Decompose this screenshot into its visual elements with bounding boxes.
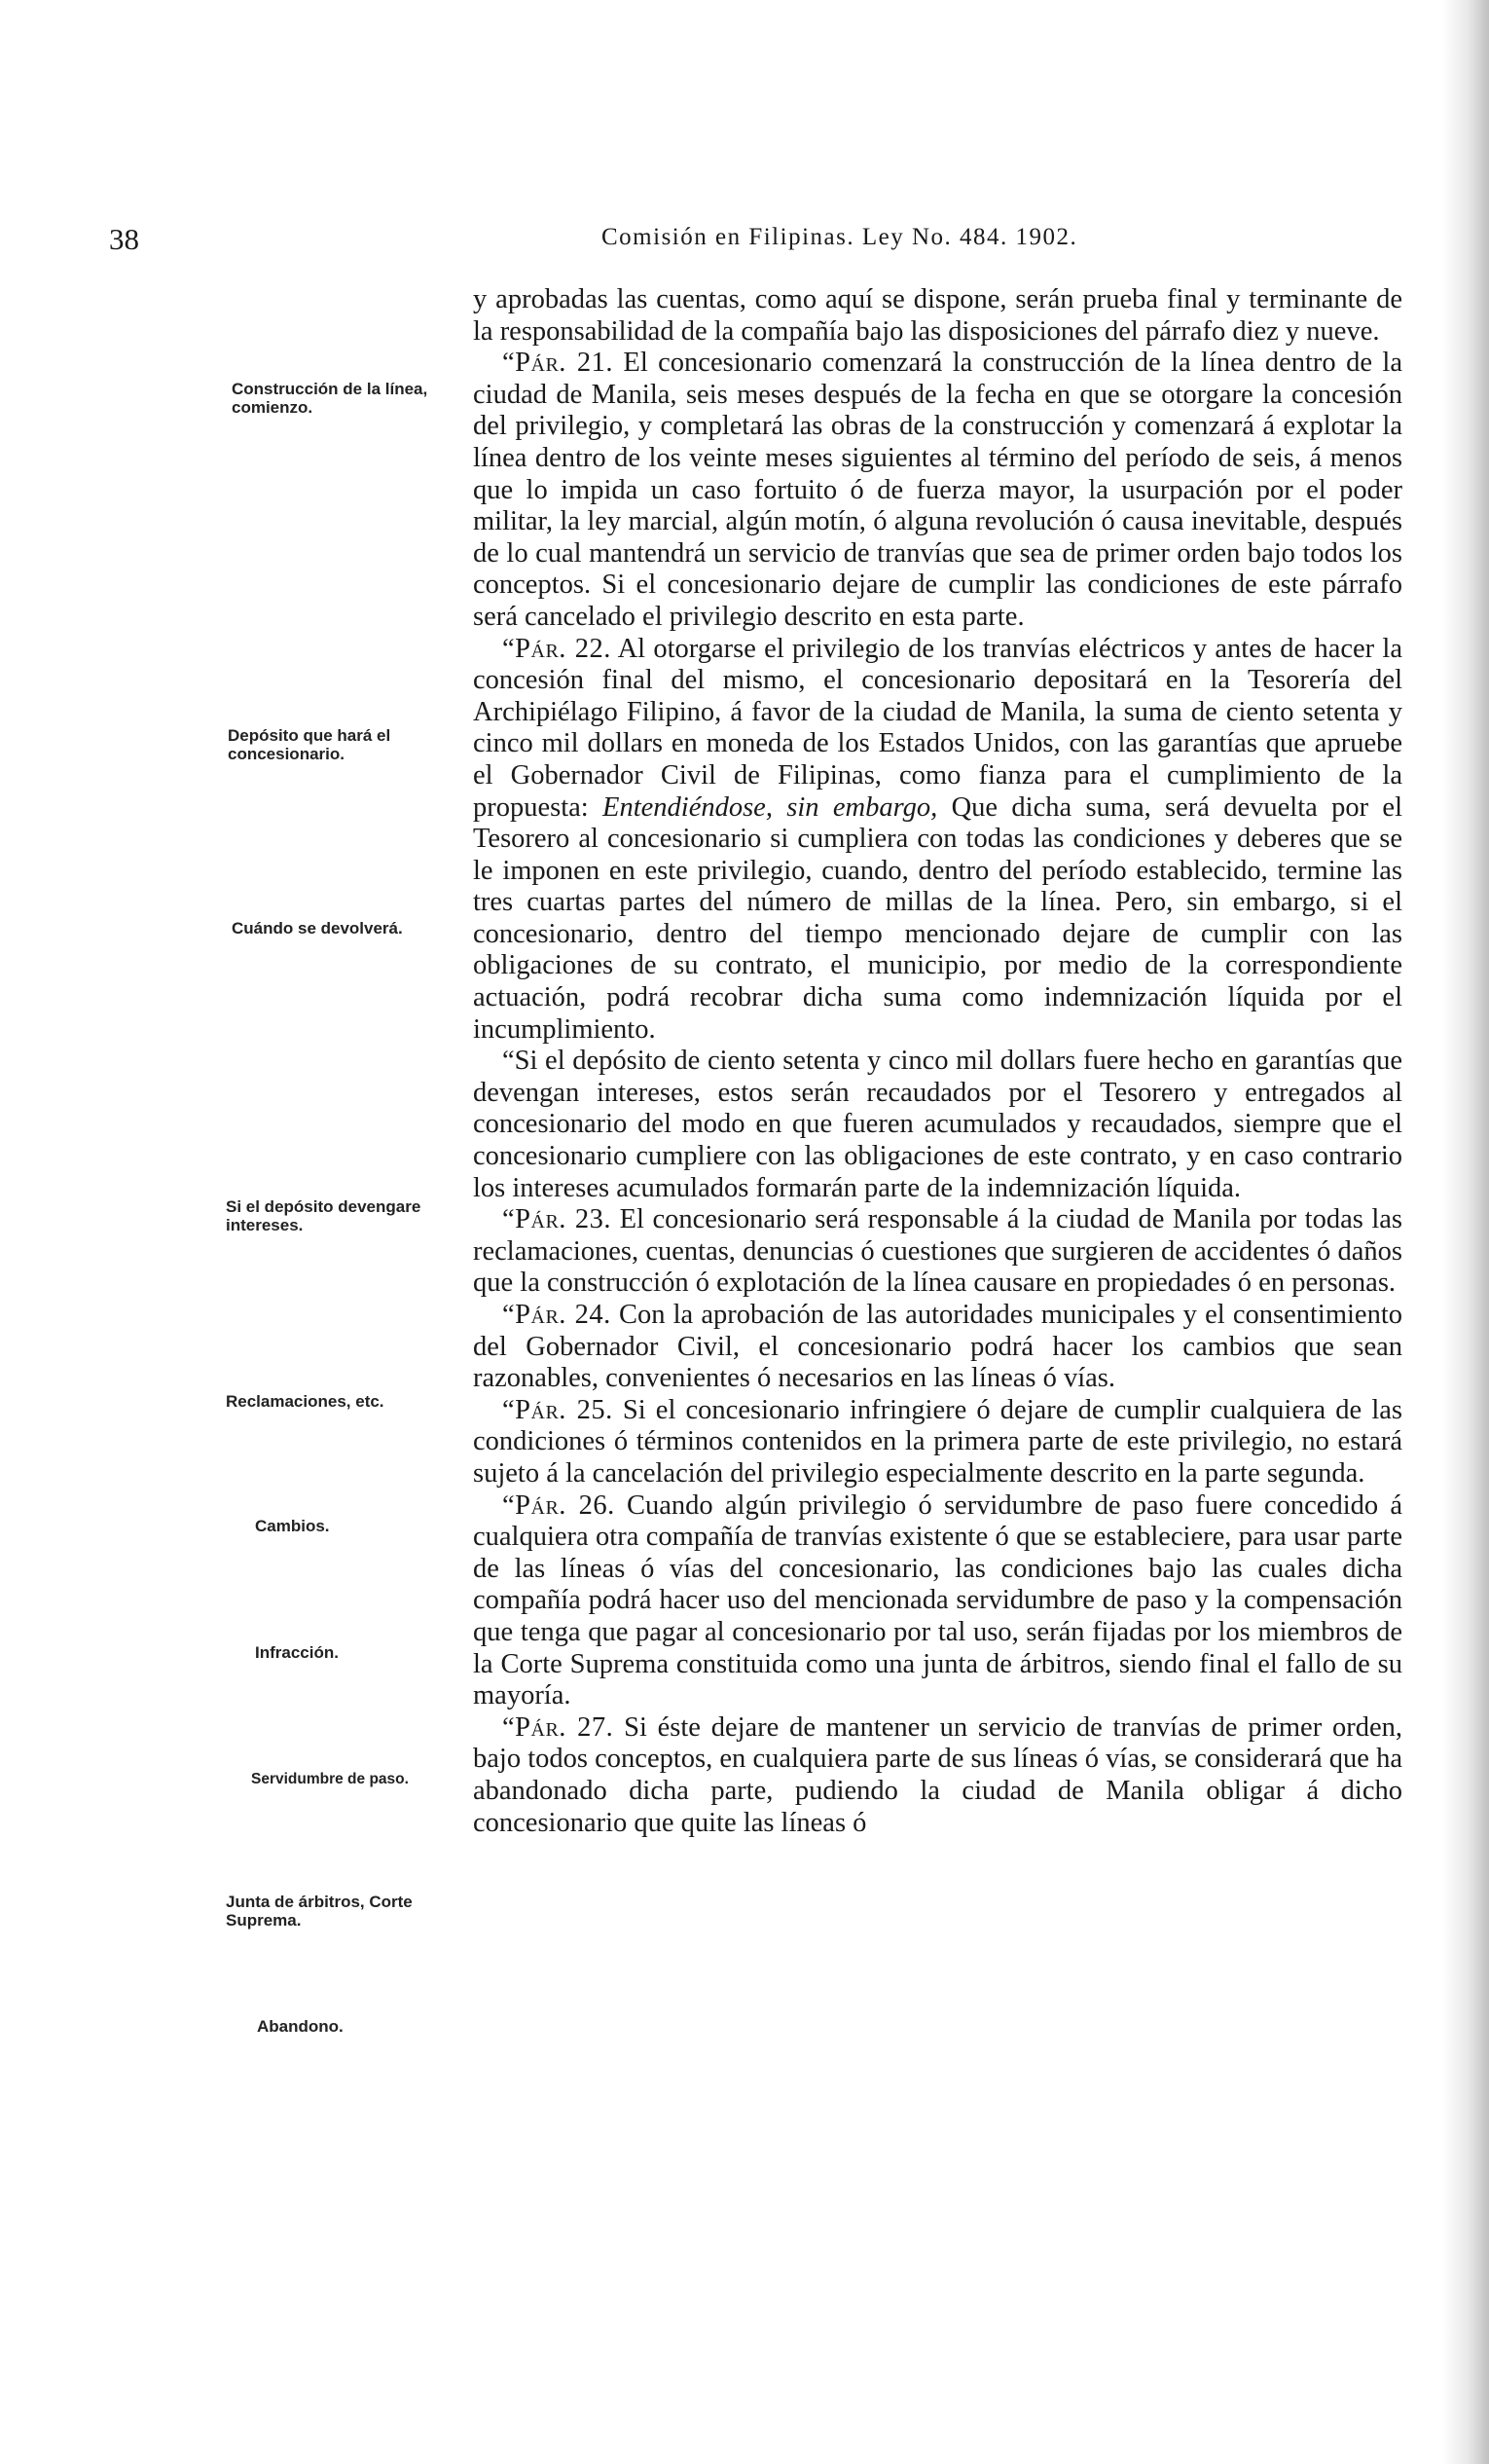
paragraph-label: “Pár. 25.	[502, 1394, 613, 1425]
paragraph-emphasis: Entendiéndose, sin embargo,	[602, 791, 938, 823]
paragraph-text: Con la aprobación de las autoridades municipales y el consentimiento del Gobernador Civil, el concesionario podrá hacer los cambios que sean razonables, convenientes ó necesarios en las líneas ó vías.	[473, 1300, 1402, 1394]
paragraph-23	[473, 1204, 1402, 1300]
scan-edge-shadow	[1442, 0, 1489, 2464]
margin-note-junta-arbitros: Junta de árbitros, Corte Suprema.	[226, 1893, 413, 1930]
paragraph-text: Al otorgarse el privilegio de los tranvías eléctricos y antes de hacer la concesión final del mismo, el concesionario depositará en la Tesorería del Archipiélago Filipino, á favor de la ciudad de Manila, la suma de ciento setenta y cinco mil dollars en moneda de los Estados Unidos, con las garantías que apruebe el Gobernador Civil de Filipinas, como fianza para el cumplimiento de la propuesta:	[473, 633, 1402, 823]
body-text	[473, 284, 1402, 1839]
margin-note-cambios: Cambios.	[255, 1517, 330, 1535]
margin-notes	[0, 0, 467, 2464]
paragraph-27	[473, 1712, 1402, 1839]
paragraph-22-interest	[473, 1046, 1402, 1204]
margin-note-cuando-devolvera: Cuándo se devolverá.	[232, 919, 403, 938]
margin-note-construccion: Construcción de la línea, comienzo.	[232, 380, 428, 417]
paragraph-text: El concesionario comenzará la construcción de la línea dentro de la ciudad de Manila, seis meses después de la fecha en que se otorgare la concesión del privilegio, y completará las obras de la construcción y comenzará á explotar la línea dentro de los veinte meses siguientes al término del período de seis, á menos que lo impida un caso fortuito ó de fuerza mayor, la usurpación por el poder militar, la ley marcial, algún motín, ó alguna revolución ó causa inevitable, después de lo cual mantendrá un servicio de tranvías que sea de primer orden bajo todos los conceptos. Si el concesionario dejare de cumplir las condiciones de este párrafo será cancelado el privilegio descrito en esta parte.	[473, 348, 1402, 632]
margin-note-abandono: Abandono.	[257, 2017, 344, 2036]
paragraph-text: “Si el depósito de ciento setenta y cinco mil dollars fuere hecho en garantías que devengan intereses, estos serán recaudados por el Tesorero y entregados al concesionario del modo en que fueren acumulados y recaudados, siempre que el concesionario cumpliere con las obligaciones de este contrato, y en caso contrario los intereses acumulados formarán parte de la indemnización líquida.	[473, 1046, 1402, 1203]
paragraph-label: “Pár. 27.	[502, 1711, 614, 1743]
paragraph-22	[473, 634, 1402, 1047]
paragraph-label: “Pár. 24.	[502, 1300, 611, 1330]
paragraph-label: “Pár. 26.	[502, 1489, 615, 1521]
paragraph-text: Cuando algún privilegio ó servidumbre de paso fuere concedido á cualquiera otra compañía de tranvías existente ó que se estableciere, para usar parte de las líneas ó vías del concesionario, las condiciones bajo las cuales dicha compañía podrá hacer uso del mencionada servidumbre de paso y la compensación que tenga que pagar al concesionario por tal uso, serán fijadas por los miembros de la Corte Suprema constituida como una junta de árbitros, siendo final el fallo de su mayoría.	[473, 1489, 1402, 1711]
paragraph-26	[473, 1490, 1402, 1712]
paragraph-24	[473, 1300, 1402, 1395]
paragraph-text: y aprobadas las cuentas, como aquí se dispone, serán prueba final y terminante de la responsabilidad de la compañía bajo las disposiciones del párrafo diez y nueve.	[473, 284, 1402, 347]
margin-note-reclamaciones: Reclamaciones, etc.	[226, 1392, 384, 1411]
paragraph-text: Si éste dejare de mantener un servicio de tranvías de primer orden, bajo todos conceptos, en cualquiera parte de sus líneas ó vías, se considerará que ha abandonado dicha parte, pudiendo la ciudad de Manila obligar á dicho concesionario que quite las líneas ó	[473, 1711, 1402, 1838]
paragraph-label: “Pár. 22.	[502, 633, 611, 664]
paragraph-label: “Pár. 21.	[502, 348, 613, 379]
running-head: Comisión en Filipinas. Ley No. 484. 1902.	[601, 224, 1078, 250]
paragraph-text: Que dicha suma, será devuelta por el Tesorero al concesionario si cumpliera con todas las condiciones y deberes que se le imponen en este privilegio, cuando, dentro del período establecido, termine las tres cuartas partes del número de millas de la línea. Pero, sin embargo, si el concesionario, dentro del tiempo mencionado dejare de cumplir con las obligaciones de su contrato, el municipio, por medio de la correspondiente actuación, podrá recobrar dicha suma como indemnización líquida por el incumplimiento.	[473, 791, 1403, 1045]
margin-note-infraccion: Infracción.	[255, 1643, 339, 1662]
paragraph-text: El concesionario será responsable á la ciudad de Manila por todas las reclamaciones, cuentas, denuncias ó cuestiones que surgieren de accidentes ó daños que la construcción ó explotación de la línea causare en propiedades ó en personas.	[473, 1204, 1402, 1299]
paragraph-continuation	[473, 284, 1402, 348]
paragraph-25	[473, 1395, 1402, 1490]
margin-note-deposito: Depósito que hará el concesionario.	[228, 726, 391, 763]
paragraph-label: “Pár. 23.	[502, 1204, 612, 1235]
paragraph-21	[473, 348, 1402, 633]
paragraph-text: Si el concesionario infringiere ó dejare de cumplir cualquiera de las condiciones ó términos contenidos en la primera parte de este privilegio, no estará sujeto á la cancelación del privilegio especialmente descrito en la parte segunda.	[473, 1394, 1402, 1489]
page-number: 38	[109, 222, 139, 256]
margin-note-servidumbre: Servidumbre de paso.	[251, 1771, 409, 1787]
margin-note-intereses: Si el depósito devengare intereses.	[226, 1197, 421, 1234]
